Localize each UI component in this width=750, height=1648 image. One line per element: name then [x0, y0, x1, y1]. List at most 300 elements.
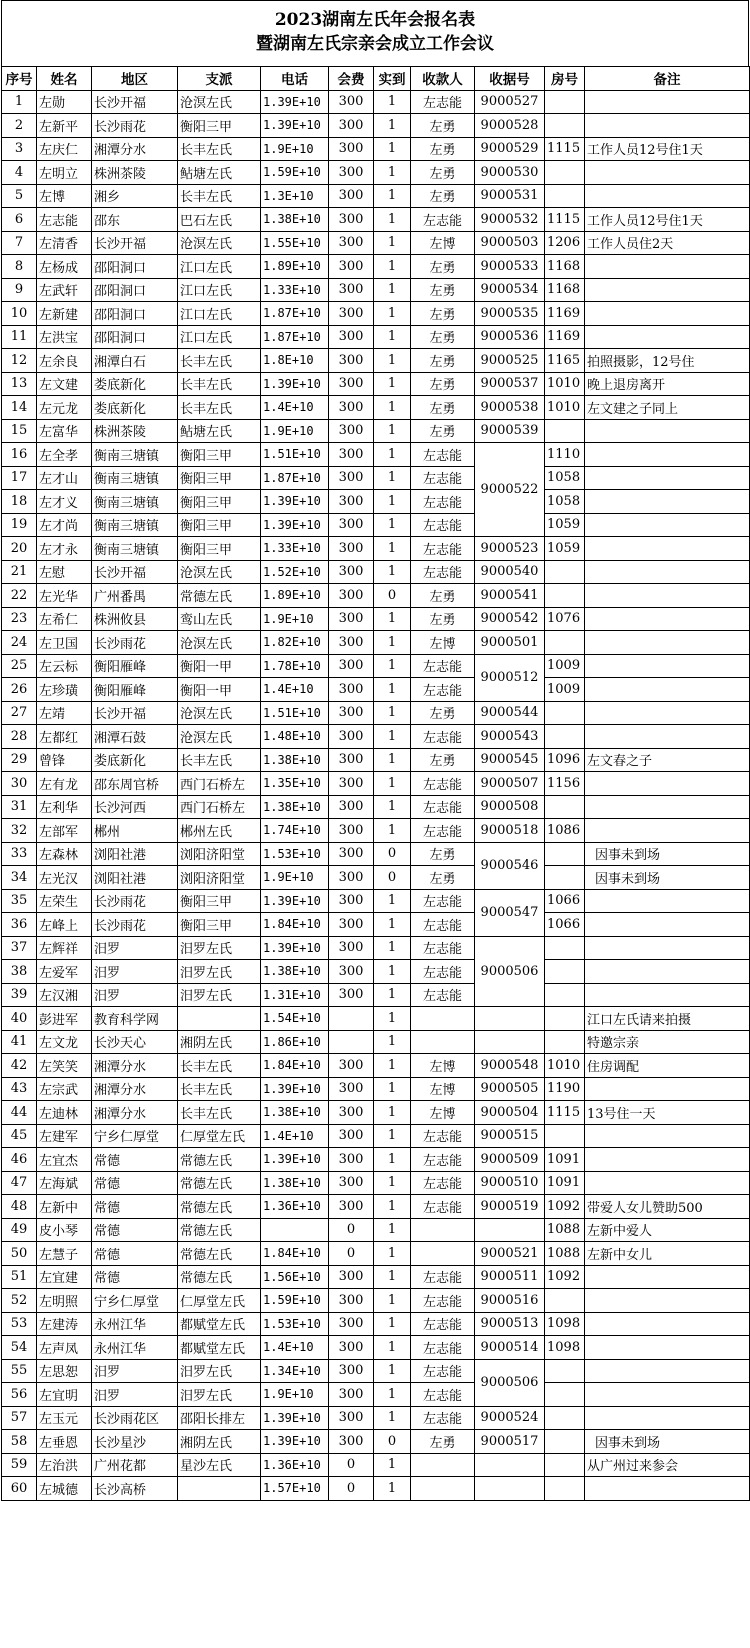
- present: 1: [374, 607, 411, 631]
- fee: 300: [329, 725, 374, 749]
- room-no: 1076: [545, 607, 585, 631]
- room-no: [545, 1383, 585, 1407]
- present: 1: [374, 490, 411, 514]
- receipt-no: [475, 1477, 545, 1501]
- room-no: 1010: [545, 1054, 585, 1078]
- branch: 长丰左氏: [178, 1077, 261, 1101]
- payee: 左勇: [411, 396, 475, 420]
- region: 汨罗: [92, 983, 178, 1007]
- region: 长沙开福: [92, 231, 178, 255]
- room-no: 1092: [545, 1265, 585, 1289]
- room-no: [545, 114, 585, 138]
- phone: 1.84E+10: [261, 1242, 329, 1266]
- phone: 1.84E+10: [261, 1054, 329, 1078]
- table-row: [2, 490, 750, 514]
- name: 皮小琴: [37, 1218, 92, 1242]
- phone: 1.39E+10: [261, 1406, 329, 1430]
- region: 株洲茶陵: [92, 161, 178, 185]
- table-row: [2, 795, 750, 819]
- table-row: [2, 161, 750, 185]
- payee: 左志能: [411, 1406, 475, 1430]
- branch: 沧溟左氏: [178, 231, 261, 255]
- table-row: [2, 889, 750, 913]
- region: 衡南三塘镇: [92, 513, 178, 537]
- receipt-no: 9000547: [475, 889, 545, 936]
- notes: [585, 537, 750, 561]
- branch: 星沙左氏: [178, 1453, 261, 1477]
- present: 1: [374, 419, 411, 443]
- row-number: 27: [2, 701, 37, 725]
- notes: [585, 584, 750, 608]
- room-no: [545, 560, 585, 584]
- notes: 左文春之子: [585, 748, 750, 772]
- branch: 衡阳三甲: [178, 114, 261, 138]
- payee: 左志能: [411, 560, 475, 584]
- receipt-no: 9000511: [475, 1265, 545, 1289]
- table-row: [2, 1430, 750, 1454]
- payee: 左勇: [411, 325, 475, 349]
- name: 左爱军: [37, 960, 92, 984]
- header-room: 房号: [545, 67, 585, 91]
- branch: 湘阴左氏: [178, 1030, 261, 1054]
- room-no: [545, 1477, 585, 1501]
- payee: 左勇: [411, 419, 475, 443]
- receipt-no: 9000512: [475, 654, 545, 701]
- phone: 1.38E+10: [261, 748, 329, 772]
- payee: 左志能: [411, 1312, 475, 1336]
- branch: 巴石左氏: [178, 208, 261, 232]
- name: 左文龙: [37, 1030, 92, 1054]
- branch: 衡阳三甲: [178, 466, 261, 490]
- fee: 300: [329, 1054, 374, 1078]
- region: 邵东周官桥: [92, 772, 178, 796]
- room-no: [545, 983, 585, 1007]
- fee: 300: [329, 231, 374, 255]
- present: 1: [374, 443, 411, 467]
- name: 彭进军: [37, 1007, 92, 1031]
- payee: 左勇: [411, 584, 475, 608]
- row-number: 11: [2, 325, 37, 349]
- name: 左明立: [37, 161, 92, 185]
- branch: 邵阳长排左: [178, 1406, 261, 1430]
- payee: 左志能: [411, 772, 475, 796]
- room-no: 1088: [545, 1218, 585, 1242]
- phone: 1.55E+10: [261, 231, 329, 255]
- present: 1: [374, 137, 411, 161]
- row-number: 50: [2, 1242, 37, 1266]
- name: 左才义: [37, 490, 92, 514]
- phone: 1.53E+10: [261, 842, 329, 866]
- branch: 常德左氏: [178, 1265, 261, 1289]
- room-no: 1098: [545, 1336, 585, 1360]
- row-number: 51: [2, 1265, 37, 1289]
- name: 左荣生: [37, 889, 92, 913]
- payee: [411, 1453, 475, 1477]
- table-row: [2, 1312, 750, 1336]
- region: 衡南三塘镇: [92, 537, 178, 561]
- room-no: 1168: [545, 278, 585, 302]
- fee: 300: [329, 1265, 374, 1289]
- sheet: [1, 0, 749, 1501]
- present: 1: [374, 1383, 411, 1407]
- phone: 1.82E+10: [261, 631, 329, 655]
- phone: 1.74E+10: [261, 819, 329, 843]
- receipt-no: 9000539: [475, 419, 545, 443]
- branch: 鸾山左氏: [178, 607, 261, 631]
- present: 1: [374, 1101, 411, 1125]
- payee: 左志能: [411, 208, 475, 232]
- name: 左建涛: [37, 1312, 92, 1336]
- receipt-no: 9000523: [475, 537, 545, 561]
- phone: 1.57E+10: [261, 1477, 329, 1501]
- header-branch: 支派: [178, 67, 261, 91]
- region: 长沙雨花: [92, 114, 178, 138]
- notes: 江口左氏请来拍摄: [585, 1007, 750, 1031]
- present: 0: [374, 584, 411, 608]
- room-no: 1206: [545, 231, 585, 255]
- name: 左元龙: [37, 396, 92, 420]
- fee: 300: [329, 443, 374, 467]
- name: 左才尚: [37, 513, 92, 537]
- notes: [585, 1289, 750, 1313]
- room-no: 1115: [545, 137, 585, 161]
- fee: 300: [329, 983, 374, 1007]
- receipt-no: 9000533: [475, 255, 545, 279]
- phone: 1.9E+10: [261, 1383, 329, 1407]
- header-region: 地区: [92, 67, 178, 91]
- notes: [585, 419, 750, 443]
- fee: 300: [329, 819, 374, 843]
- payee: 左勇: [411, 161, 475, 185]
- phone: 1.39E+10: [261, 1430, 329, 1454]
- notes: 从广州过来参会: [585, 1453, 750, 1477]
- branch: 汨罗左氏: [178, 1383, 261, 1407]
- room-no: [545, 1453, 585, 1477]
- row-number: 56: [2, 1383, 37, 1407]
- present: 1: [374, 913, 411, 937]
- room-no: 1165: [545, 349, 585, 373]
- name: 左垂恩: [37, 1430, 92, 1454]
- name: 左海斌: [37, 1171, 92, 1195]
- row-number: 4: [2, 161, 37, 185]
- table-row: [2, 960, 750, 984]
- room-no: 1009: [545, 678, 585, 702]
- payee: 左勇: [411, 748, 475, 772]
- fee: 0: [329, 1453, 374, 1477]
- room-no: 1156: [545, 772, 585, 796]
- notes: [585, 560, 750, 584]
- header-receipt: 收据号: [475, 67, 545, 91]
- notes: 拍照摄影，12号住: [585, 349, 750, 373]
- region: 广州番禺: [92, 584, 178, 608]
- phone: 1.36E+10: [261, 1195, 329, 1219]
- receipt-no: 9000538: [475, 396, 545, 420]
- branch: 沧溟左氏: [178, 725, 261, 749]
- present: 1: [374, 560, 411, 584]
- header-present: 实到: [374, 67, 411, 91]
- notes: [585, 1171, 750, 1195]
- row-number: 46: [2, 1148, 37, 1172]
- payee: 左勇: [411, 1430, 475, 1454]
- row-number: 32: [2, 819, 37, 843]
- branch: 沧溟左氏: [178, 560, 261, 584]
- notes: [585, 936, 750, 960]
- row-number: 16: [2, 443, 37, 467]
- branch: 江口左氏: [178, 255, 261, 279]
- row-number: 58: [2, 1430, 37, 1454]
- region: 长沙雨花区: [92, 1406, 178, 1430]
- receipt-no: 9000518: [475, 819, 545, 843]
- payee: 左志能: [411, 889, 475, 913]
- room-no: 1098: [545, 1312, 585, 1336]
- name: 左靖: [37, 701, 92, 725]
- phone: 1.38E+10: [261, 1101, 329, 1125]
- region: 长沙开福: [92, 90, 178, 114]
- name: 左志能: [37, 208, 92, 232]
- phone: 1.86E+10: [261, 1030, 329, 1054]
- fee: 300: [329, 1289, 374, 1313]
- branch: 鲇塘左氏: [178, 419, 261, 443]
- payee: [411, 1007, 475, 1031]
- notes: [585, 161, 750, 185]
- fee: 300: [329, 631, 374, 655]
- receipt-no: 9000514: [475, 1336, 545, 1360]
- row-number: 9: [2, 278, 37, 302]
- receipt-no: 9000507: [475, 772, 545, 796]
- name: 左声凤: [37, 1336, 92, 1360]
- row-number: 43: [2, 1077, 37, 1101]
- payee: 左志能: [411, 678, 475, 702]
- notes: [585, 678, 750, 702]
- receipt-no: 9000546: [475, 842, 545, 889]
- phone: 1.39E+10: [261, 936, 329, 960]
- notes: [585, 1148, 750, 1172]
- payee: 左志能: [411, 490, 475, 514]
- room-no: 1115: [545, 1101, 585, 1125]
- payee: 左志能: [411, 1359, 475, 1383]
- payee: 左勇: [411, 607, 475, 631]
- name: 左宗武: [37, 1077, 92, 1101]
- present: 1: [374, 1453, 411, 1477]
- phone: 1.31E+10: [261, 983, 329, 1007]
- receipt-no: 9000541: [475, 584, 545, 608]
- row-number: 44: [2, 1101, 37, 1125]
- branch: 长丰左氏: [178, 1054, 261, 1078]
- region: 汨罗: [92, 960, 178, 984]
- region: 长沙开福: [92, 560, 178, 584]
- present: 1: [374, 325, 411, 349]
- fee: 300: [329, 90, 374, 114]
- table-row: [2, 137, 750, 161]
- branch: 衡阳三甲: [178, 537, 261, 561]
- receipt-no: 9000508: [475, 795, 545, 819]
- room-no: 1058: [545, 466, 585, 490]
- notes: [585, 114, 750, 138]
- payee: 左博: [411, 231, 475, 255]
- name: 左洪宝: [37, 325, 92, 349]
- row-number: 13: [2, 372, 37, 396]
- fee: [329, 1007, 374, 1031]
- notes: 住房调配: [585, 1054, 750, 1078]
- row-number: 22: [2, 584, 37, 608]
- region: 邵阳洞口: [92, 302, 178, 326]
- phone: 1.39E+10: [261, 372, 329, 396]
- fee: 300: [329, 748, 374, 772]
- row-number: 35: [2, 889, 37, 913]
- present: 1: [374, 678, 411, 702]
- table-row: [2, 513, 750, 537]
- row-number: 40: [2, 1007, 37, 1031]
- present: 1: [374, 1406, 411, 1430]
- room-no: [545, 1406, 585, 1430]
- name: 左才山: [37, 466, 92, 490]
- payee: 左志能: [411, 466, 475, 490]
- payee: 左勇: [411, 842, 475, 866]
- name: 左武轩: [37, 278, 92, 302]
- region: 长沙星沙: [92, 1430, 178, 1454]
- notes: 特邀宗亲: [585, 1030, 750, 1054]
- room-no: 1190: [545, 1077, 585, 1101]
- payee: 左志能: [411, 983, 475, 1007]
- table-row: [2, 1477, 750, 1501]
- receipt-no: 9000527: [475, 90, 545, 114]
- phone: 1.39E+10: [261, 1077, 329, 1101]
- region: 宁乡仁厚堂: [92, 1289, 178, 1313]
- name: 左光汉: [37, 866, 92, 890]
- row-number: 29: [2, 748, 37, 772]
- name: 左笑笑: [37, 1054, 92, 1078]
- receipt-no: 9000528: [475, 114, 545, 138]
- region: 常德: [92, 1218, 178, 1242]
- header-no: 序号: [2, 67, 37, 91]
- row-number: 45: [2, 1124, 37, 1148]
- row-number: 37: [2, 936, 37, 960]
- region: 长沙河西: [92, 795, 178, 819]
- fee: 300: [329, 1336, 374, 1360]
- name: 左富华: [37, 419, 92, 443]
- region: 湘潭石鼓: [92, 725, 178, 749]
- branch: 长丰左氏: [178, 1101, 261, 1125]
- fee: 300: [329, 184, 374, 208]
- notes: [585, 1383, 750, 1407]
- notes: [585, 466, 750, 490]
- room-no: 1096: [545, 748, 585, 772]
- receipt-no: [475, 1218, 545, 1242]
- present: 1: [374, 466, 411, 490]
- row-number: 52: [2, 1289, 37, 1313]
- phone: 1.56E+10: [261, 1265, 329, 1289]
- branch: 浏阳济阳堂: [178, 866, 261, 890]
- payee: 左勇: [411, 137, 475, 161]
- payee: 左志能: [411, 960, 475, 984]
- notes: 因事未到场: [585, 1430, 750, 1454]
- notes: [585, 184, 750, 208]
- branch: 衡阳三甲: [178, 913, 261, 937]
- branch: 西门石桥左: [178, 772, 261, 796]
- room-no: 1010: [545, 396, 585, 420]
- title-block: [1, 0, 749, 66]
- receipt-no: 9000537: [475, 372, 545, 396]
- branch: [178, 1007, 261, 1031]
- phone: 1.51E+10: [261, 701, 329, 725]
- notes: [585, 1336, 750, 1360]
- header-fee: 会费: [329, 67, 374, 91]
- name: 左勋: [37, 90, 92, 114]
- payee: 左志能: [411, 1148, 475, 1172]
- receipt-no: 9000503: [475, 231, 545, 255]
- fee: 300: [329, 1383, 374, 1407]
- notes: [585, 795, 750, 819]
- name: 左思恕: [37, 1359, 92, 1383]
- table-row: [2, 819, 750, 843]
- row-number: 59: [2, 1453, 37, 1477]
- notes: 工作人员12号住1天: [585, 137, 750, 161]
- receipt-no: 9000510: [475, 1171, 545, 1195]
- room-no: [545, 701, 585, 725]
- present: 1: [374, 349, 411, 373]
- payee: 左志能: [411, 913, 475, 937]
- fee: 300: [329, 1124, 374, 1148]
- present: 1: [374, 748, 411, 772]
- fee: 300: [329, 1195, 374, 1219]
- title-line-1: 2023湖南左氏年会报名表: [274, 10, 476, 30]
- phone: 1.39E+10: [261, 1148, 329, 1172]
- table-row: [2, 560, 750, 584]
- room-no: 1086: [545, 819, 585, 843]
- phone: 1.4E+10: [261, 1336, 329, 1360]
- room-no: 1010: [545, 372, 585, 396]
- present: 1: [374, 1124, 411, 1148]
- row-number: 15: [2, 419, 37, 443]
- fee: 300: [329, 255, 374, 279]
- notes: [585, 302, 750, 326]
- row-number: 47: [2, 1171, 37, 1195]
- branch: 江口左氏: [178, 325, 261, 349]
- receipt-no: 9000524: [475, 1406, 545, 1430]
- notes: [585, 255, 750, 279]
- title-line-2: 暨湖南左氏宗亲会成立工作会议: [256, 34, 494, 54]
- present: 1: [374, 795, 411, 819]
- room-no: 1088: [545, 1242, 585, 1266]
- region: 长沙雨花: [92, 913, 178, 937]
- table-row: [2, 772, 750, 796]
- receipt-no: 9000545: [475, 748, 545, 772]
- region: 长沙雨花: [92, 631, 178, 655]
- table-row: [2, 701, 750, 725]
- name: 左珍璜: [37, 678, 92, 702]
- present: 1: [374, 1242, 411, 1266]
- present: 1: [374, 701, 411, 725]
- notes: 左文建之子同上: [585, 396, 750, 420]
- row-number: 36: [2, 913, 37, 937]
- region: 邵东: [92, 208, 178, 232]
- receipt-no: 9000544: [475, 701, 545, 725]
- name: 左峰上: [37, 913, 92, 937]
- region: 长沙高桥: [92, 1477, 178, 1501]
- row-number: 12: [2, 349, 37, 373]
- fee: 300: [329, 1359, 374, 1383]
- room-no: [545, 960, 585, 984]
- branch: 都赋堂左氏: [178, 1312, 261, 1336]
- payee: 左勇: [411, 866, 475, 890]
- present: 1: [374, 936, 411, 960]
- region: 湘潭白石: [92, 349, 178, 373]
- region: 邵阳洞口: [92, 255, 178, 279]
- table-row: [2, 1124, 750, 1148]
- table-row: [2, 1101, 750, 1125]
- table-row: [2, 654, 750, 678]
- region: 长沙开福: [92, 701, 178, 725]
